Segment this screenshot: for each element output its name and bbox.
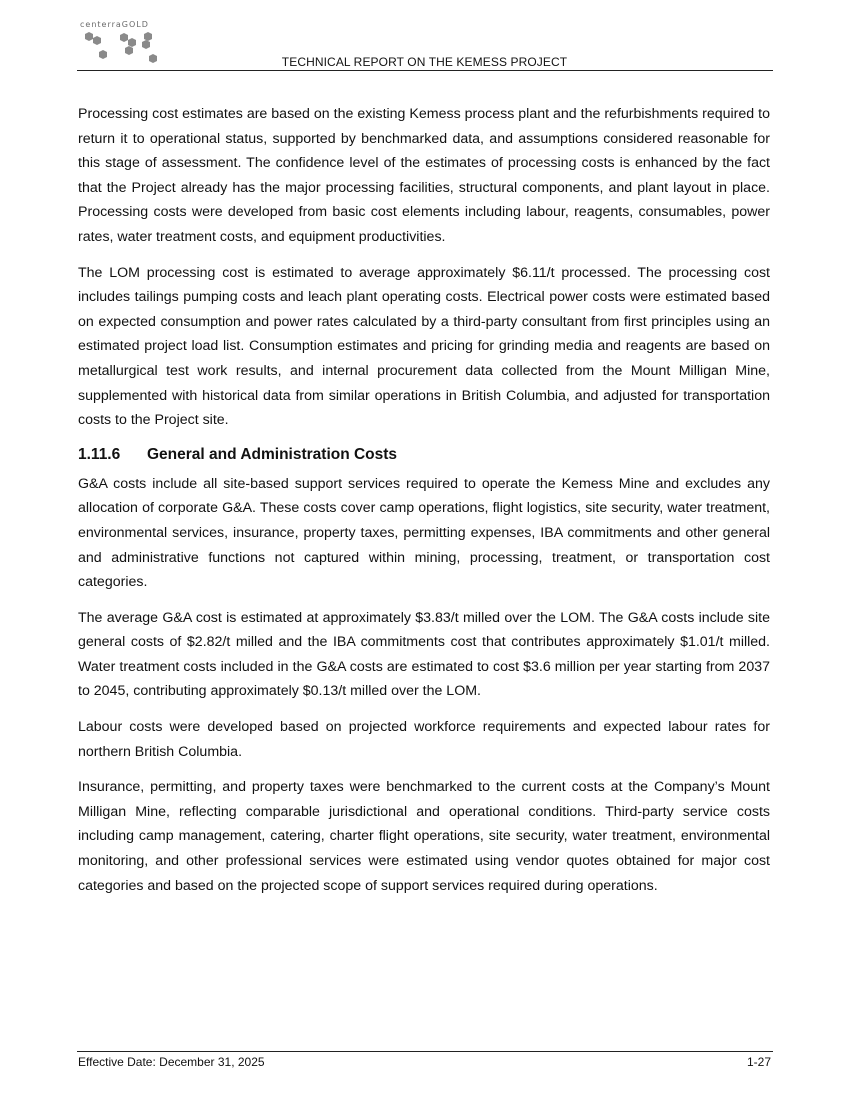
section-number: 1.11.6 — [78, 445, 121, 463]
paragraph-processing-estimates: Processing cost estimates are based on the existing Kemess process plant and the refurbishments required to return it to operational status, supported by benchmarked data, and assumptions considered reasonable for this stage of assessment. The confidence level of the estimates of processing costs is enhanced by the fact that the Project already has the major processing facilities, structural components, and plant layout in place. Processing costs were developed from basic cost elements including labour, reagents, consumables, power rates, water treatment costs, and equipment productivities. — [78, 106, 770, 245]
logo-wordmark: centerraGOLD — [80, 20, 149, 29]
paragraph-insurance-permitting: Insurance, permitting, and property taxes were benchmarked to the current costs at the Company’s Mount Milligan Mine, reflecting comparable jurisdictional and operational conditions. Third-party service costs including camp management, catering, charter flight operations, site security, water treatment, environmental monitoring, and other professional services were estimated using vendor quotes obtained for major cost categories and based on the projected scope of support services required during operations. — [78, 779, 770, 894]
paragraph-ga-scope: G&A costs include all site-based support services required to operate the Kemess Mine and excludes any allocation of corporate G&A. These costs cover camp operations, flight logistics, site security, water treatment, environmental services, insurance, property taxes, permitting expenses, IBA commitments and other general and administrative functions not captured within mining, processing, treatment, or transportation cost categories. — [78, 475, 770, 591]
section-title: General and Administration Costs — [147, 445, 398, 463]
footer-page-number: 1-27 — [746, 1055, 771, 1069]
report-header-title: TECHNICAL REPORT ON THE KEMESS PROJECT — [281, 55, 568, 69]
footer-effective-date: Effective Date: December 31, 2025 — [78, 1055, 265, 1069]
paragraph-ga-average-cost: The average G&A cost is estimated at approximately $3.83/t milled over the LOM. The G&A costs include site general costs of $2.82/t milled and the IBA commitments cost that contributes approximately $1.01/t milled. Water treatment costs included in the G&A costs are estimated to cost $3.6 million per year starting from 2037 to 2045, contributing approximately $0.13/t milled over the LOM. — [78, 609, 770, 700]
footer-divider — [77, 1051, 773, 1052]
header-divider — [77, 70, 773, 71]
section-heading — [78, 444, 770, 466]
page-body — [78, 102, 770, 909]
paragraph-labour-costs: Labour costs were developed based on projected workforce requirements and expected labour rates for northern British Columbia. — [78, 719, 770, 760]
paragraph-lom-processing-cost: The LOM processing cost is estimated to average approximately $6.11/t processed. The processing cost includes tailings pumping costs and leach plant operating costs. Electrical power costs were estimated based on expected consumption and power rates calculated by a third-party consultant from first principles using an estimated project load list. Consumption estimates and pricing for grinding media and reagents are based on metallurgical test work results, and internal procurement data collected from the Mount Milligan Mine, supplemented with historical data from similar operations in British Columbia, and adjusted for transportation costs to the Project site. — [78, 264, 770, 429]
